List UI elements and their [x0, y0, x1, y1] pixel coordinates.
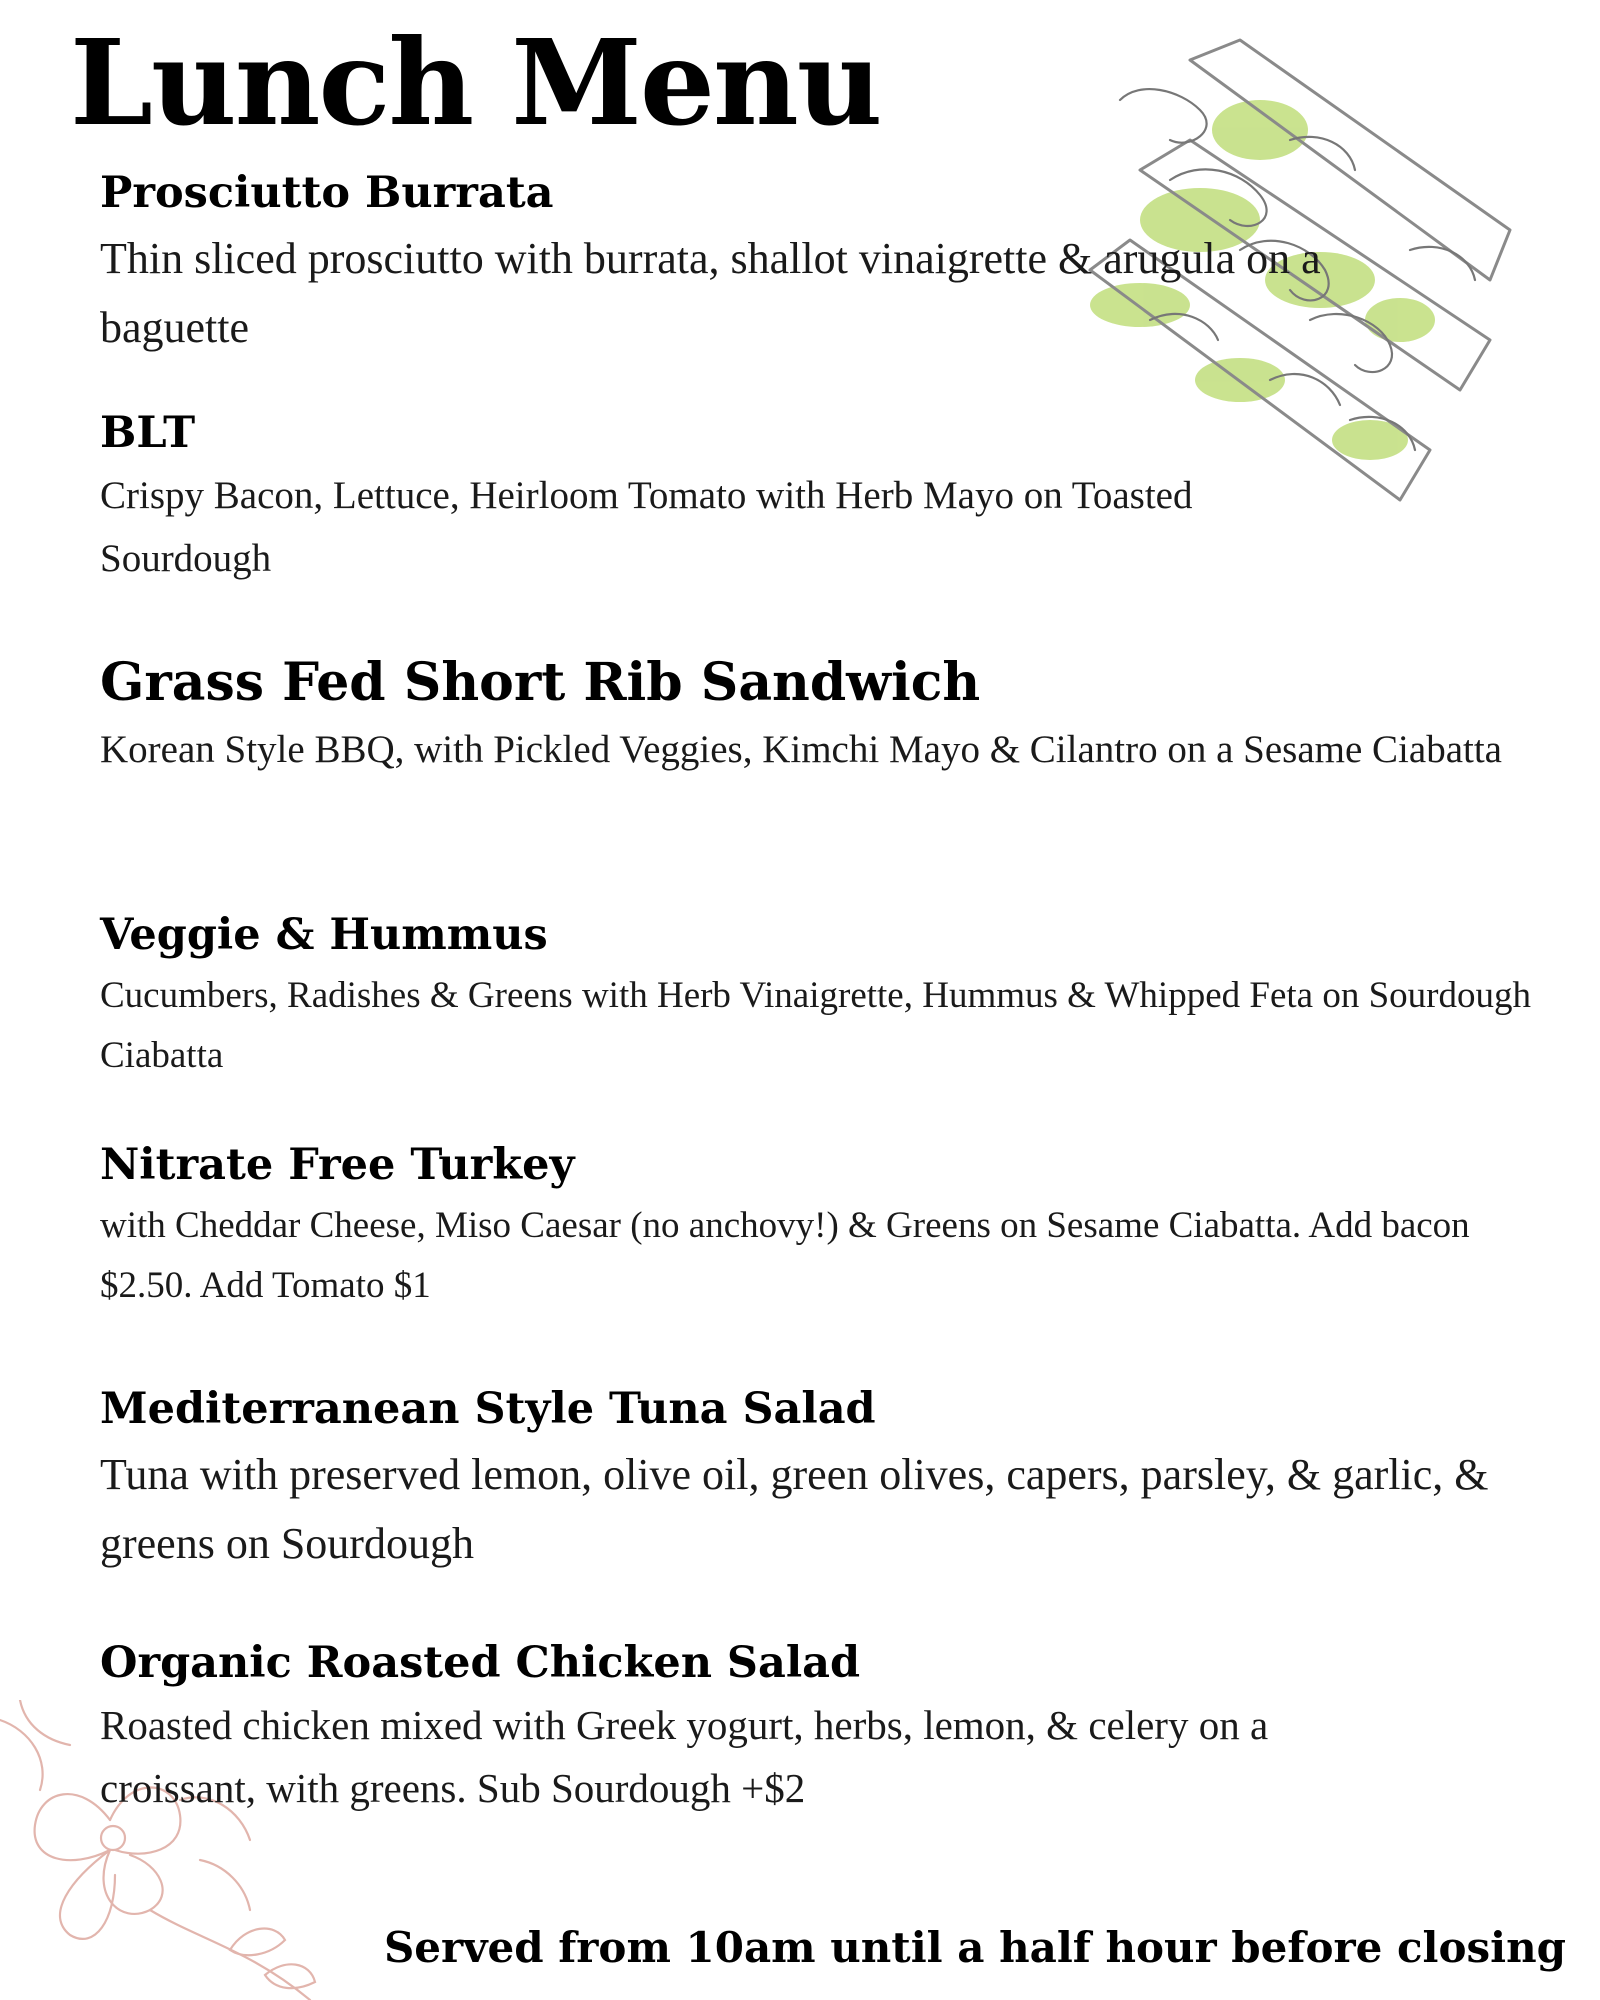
- item-description: Thin sliced prosciutto with burrata, shallot vinaigrette & arugula on a baguette: [100, 233, 1321, 352]
- item-description: Crispy Bacon, Lettuce, Heirloom Tomato with Herb Mayo on Toasted Sourdough: [100, 473, 1193, 580]
- item-name: Prosciutto Burrata: [100, 168, 554, 218]
- item-description: Cucumbers, Radishes & Greens with Herb Vinaigrette, Hummus & Whipped Feta on Sourdough Ciabatta: [100, 974, 1531, 1076]
- item-description: Roasted chicken mixed with Greek yogurt, herbs, lemon, & celery on a croissant, with greens. Sub Sourdough +$2: [100, 1701, 1269, 1811]
- item-name: Nitrate Free Turkey: [100, 1140, 575, 1190]
- item-description: Korean Style BBQ, with Pickled Veggies, Kimchi Mayo & Cilantro on a Sesame Ciabatta: [100, 728, 1502, 772]
- item-description: with Cheddar Cheese, Miso Caesar (no anchovy!) & Greens on Sesame Ciabatta. Add bacon $2.50. Add Tomato $1: [100, 1204, 1470, 1306]
- item-name: Veggie & Hummus: [100, 910, 548, 960]
- item-name: Grass Fed Short Rib Sandwich: [100, 652, 981, 713]
- menu-item-prosciutto-burrata: [100, 168, 1420, 362]
- menu-item-veggie-hummus: [100, 910, 1560, 1086]
- menu-item-turkey: [100, 1140, 1560, 1316]
- item-description: Tuna with preserved lemon, olive oil, green olives, capers, parsley, & garlic, & greens on Sourdough: [100, 1449, 1489, 1568]
- item-name: BLT: [100, 408, 196, 458]
- service-hours-note: Served from 10am until a half hour before closing: [383, 1923, 1566, 1972]
- menu-item-blt: [100, 408, 1200, 590]
- menu-title: Lunch Menu: [70, 13, 881, 152]
- menu-item-tuna-salad: [100, 1384, 1560, 1578]
- menu-item-short-rib: [100, 652, 1560, 781]
- item-name: Organic Roasted Chicken Salad: [100, 1638, 861, 1688]
- menu-item-chicken-salad: [100, 1638, 1420, 1820]
- item-name: Mediterranean Style Tuna Salad: [100, 1384, 876, 1434]
